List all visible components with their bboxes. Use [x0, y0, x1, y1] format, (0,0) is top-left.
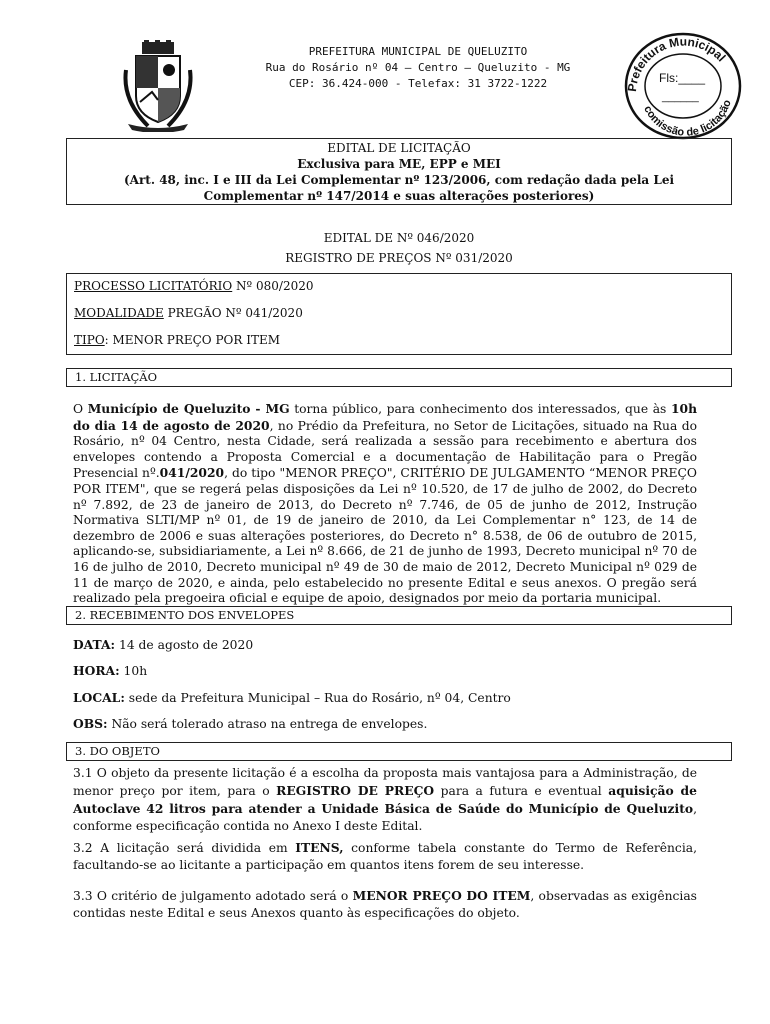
hora-line: HORA: 10h	[73, 663, 148, 678]
header-contact: CEP: 36.424-000 - Telefax: 31 3722-1222	[288, 77, 548, 90]
title-line1: EDITAL DE LICITAÇÃO	[327, 141, 471, 155]
process-box	[66, 273, 732, 355]
title-box	[66, 138, 732, 205]
tipo-value: : MENOR PREÇO POR ITEM	[104, 333, 281, 347]
section3-1-paragraph: 3.1 O objeto da presente licitação é a escolha da proposta mais vantajosa para a Administração, de menor preço por item, para o REGISTRO DE PREÇO para a futura e eventual aquisição de Autoclave 42 litros para atender a Unidade Básica de Saúde do Município de Queluzito, conforme especificação contida no Anexo I deste Edital.	[73, 766, 697, 833]
stamp-bottom-text: comissão de licitação	[641, 98, 734, 139]
edital-number: EDITAL DE Nº 046/2020	[323, 231, 475, 245]
header-block	[218, 44, 618, 92]
processo-label: PROCESSO LICITATÓRIO	[74, 279, 233, 293]
modalidade-label: MODALIDADE	[74, 306, 164, 320]
section3-2-paragraph: 3.2 A licitação será dividida em ITENS, conforme tabela constante do Termo de Referência, facultando-se ao licitante a participação em quantos itens forem de seu interesse.	[73, 840, 697, 872]
tipo-label: TIPO	[74, 333, 105, 347]
section2-heading: 2. RECEBIMENTO DOS ENVELOPES	[66, 606, 732, 625]
title-line4: Complementar nº 147/2014 e suas alterações posteriores)	[203, 189, 595, 203]
local-line: LOCAL: sede da Prefeitura Municipal – Rua do Rosário, nº 04, Centro	[73, 690, 511, 705]
section3-heading: 3. DO OBJETO	[66, 742, 732, 761]
obs-line: OBS: Não será tolerado atraso na entrega de envelopes.	[73, 716, 428, 731]
section1-heading: 1. LICITAÇÃO	[66, 368, 732, 387]
title-line3: (Art. 48, inc. I e III da Lei Complementar nº 123/2006, com redação dada pela Lei	[123, 173, 675, 187]
commission-stamp	[622, 30, 744, 142]
section1-paragraph: O Município de Queluzito - MG torna público, para conhecimento dos interessados, que às 10h do dia 14 de agosto de 2020, no Prédio da Prefeitura, no Setor de Licitações, situado na Rua do Rosário, nº 04 Centro, nesta Cidade, será realizada a sessão para recebimento e abertura dos envelopes contendo a Proposta Comercial e a documentação de Habilitação para o Pregão Presencial nº.041/2020, do tipo "MENOR PREÇO", CRITÉRIO DE JULGAMENTO “MENOR PREÇO POR ITEM", que se regerá pelas disposições da Lei nº 10.520, de 17 de julho de 2002, do Decreto nº 7.892, de 23 de janeiro de 2013, do Decreto nº 7.746, de 05 de junho de 2012, Instrução Normativa SLTI/MP nº 01, de 19 de janeiro de 2010, da Lei Complementar n° 123, de 14 de dezembro de 2006 e suas alterações posteriores, do Decreto n° 8.538, de 06 de outubro de 2015, aplicando-se, subsidiariamente, a Lei nº 8.666, de 21 de junho de 1993, Decreto municipal nº 70 de 16 de julho de 2010, Decreto municipal nº 49 de 30 de maio de 2012, Decreto Municipal nº 029 de 11 de março de 2020, e ainda, pelo estabelecido no presente Edital e seus anexos. O pregão será realizado pela pregoeira oficial e equipe de apoio, designados por meio da portaria municipal.	[73, 401, 698, 606]
stamp-top-text: Prefeitura Municipal	[624, 34, 729, 93]
processo-value: Nº 080/2020	[232, 279, 314, 293]
modalidade-line	[74, 305, 303, 321]
tipo-line	[74, 332, 280, 348]
registro-precos: REGISTRO DE PREÇOS Nº 031/2020	[285, 251, 513, 265]
modalidade-value: PREGÃO Nº 041/2020	[163, 306, 303, 320]
header-address: Rua do Rosário nº 04 – Centro – Queluzito - MG	[265, 61, 571, 74]
stamp-line: ______	[662, 91, 699, 103]
coat-of-arms-logo	[118, 40, 198, 132]
processo-line	[74, 278, 313, 294]
title-line2: Exclusiva para ME, EPP e MEI	[297, 157, 501, 171]
section3-3-paragraph: 3.3 O critério de julgamento adotado será o MENOR PREÇO DO ITEM, observadas as exigências contidas neste Edital e seus Anexos quanto às especificações do objeto.	[73, 888, 697, 920]
stamp-fls: Fls:____	[659, 71, 706, 85]
data-line: DATA: 14 de agosto de 2020	[73, 637, 254, 652]
header-org: PREFEITURA MUNICIPAL DE QUELUZITO	[308, 45, 528, 58]
